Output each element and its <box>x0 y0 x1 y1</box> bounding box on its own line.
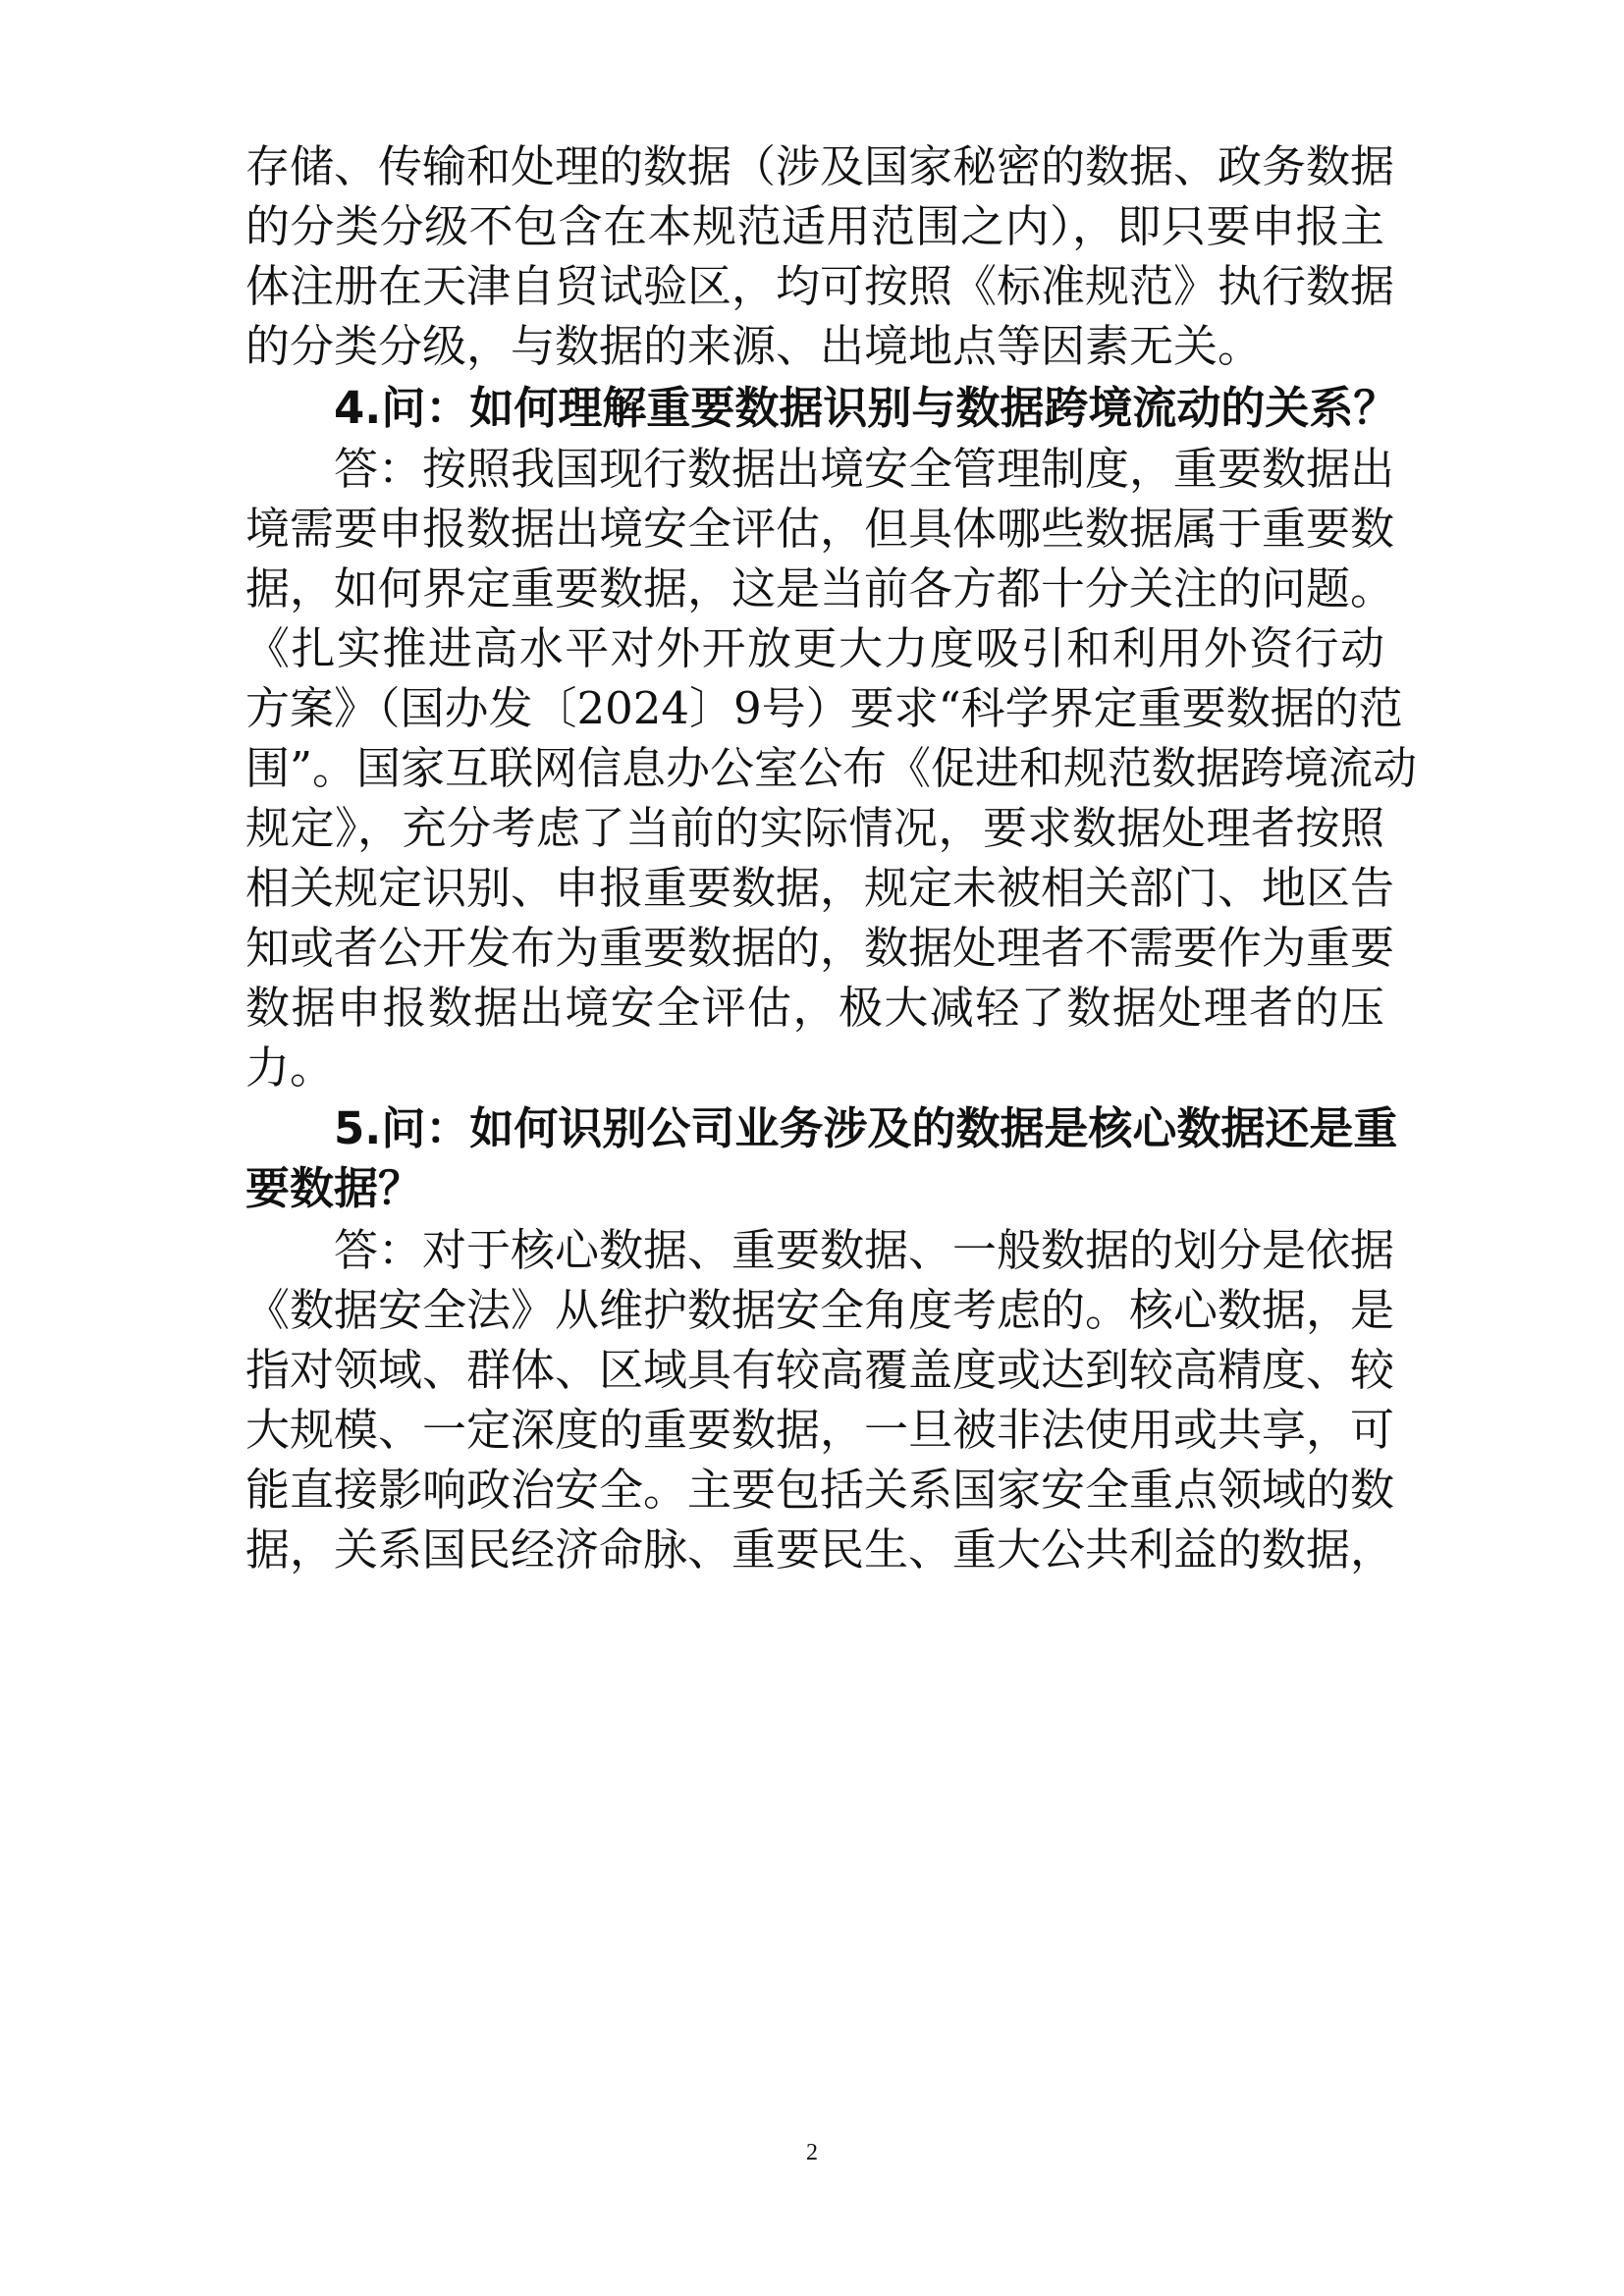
body-text-line: 存储、传输和处理的数据（涉及国家秘密的数据、政务数据 <box>245 140 1395 192</box>
body-text-line: 知或者公开发布为重要数据的，数据处理者不需要作为重要 <box>245 922 1395 974</box>
body-text-line: 据，关系国民经济命脉、重要民生、重大公共利益的数据， <box>245 1523 1395 1575</box>
body-text-line: 规定》，充分考虑了当前的实际情况，要求数据处理者按照 <box>245 802 1384 854</box>
body-text-line: 体注册在天津自贸试验区，均可按照《标准规范》执行数据 <box>245 260 1395 312</box>
question-heading: 4.问：如何理解重要数据识别与数据跨境流动的关系？ <box>334 382 1398 434</box>
body-text-line: 围”。国家互联网信息办公室公布《促进和规范数据跨境流动 <box>245 742 1418 794</box>
page-number: 2 <box>806 2140 818 2165</box>
body-text-line: 相关规定识别、申报重要数据，规定未被相关部门、地区告 <box>245 862 1395 914</box>
body-text-line: 数据申报数据出境安全评估，极大减轻了数据处理者的压 <box>245 982 1384 1034</box>
body-text-line: 境需要申报数据出境安全评估，但具体哪些数据属于重要数 <box>245 503 1395 555</box>
question-heading: 5.问：如何识别公司业务涉及的数据是核心数据还是重 <box>334 1102 1398 1154</box>
answer-first-line: 答：按照我国现行数据出境安全管理制度，重要数据出 <box>334 443 1395 495</box>
body-text-line: 指对领域、群体、区域具有较高覆盖度或达到较高精度、较 <box>245 1344 1395 1396</box>
body-text-line: 能直接影响政治安全。主要包括关系国家安全重点领域的数 <box>245 1464 1395 1516</box>
answer-first-line: 答：对于核心数据、重要数据、一般数据的划分是依据 <box>334 1224 1395 1276</box>
question-heading-continued: 要数据？ <box>245 1162 423 1214</box>
body-text-line: 《数据安全法》从维护数据安全角度考虑的。核心数据，是 <box>245 1284 1395 1336</box>
body-text-line: 的分类分级不包含在本规范适用范围之内），即只要申报主 <box>245 200 1384 252</box>
body-text-line: 《扎实推进高水平对外开放更大力度吸引和利用外资行动 <box>245 622 1384 674</box>
body-text-line: 大规模、一定深度的重要数据，一旦被非法使用或共享，可 <box>245 1404 1395 1456</box>
body-text-line: 力。 <box>245 1041 335 1094</box>
body-text-line: 据，如何界定重要数据，这是当前各方都十分关注的问题。 <box>245 562 1395 614</box>
body-text-line: 方案》（国办发〔2024〕9号）要求“科学界定重要数据的范 <box>245 682 1403 734</box>
body-text-line: 的分类分级，与数据的来源、出境地点等因素无关。 <box>245 320 1263 372</box>
